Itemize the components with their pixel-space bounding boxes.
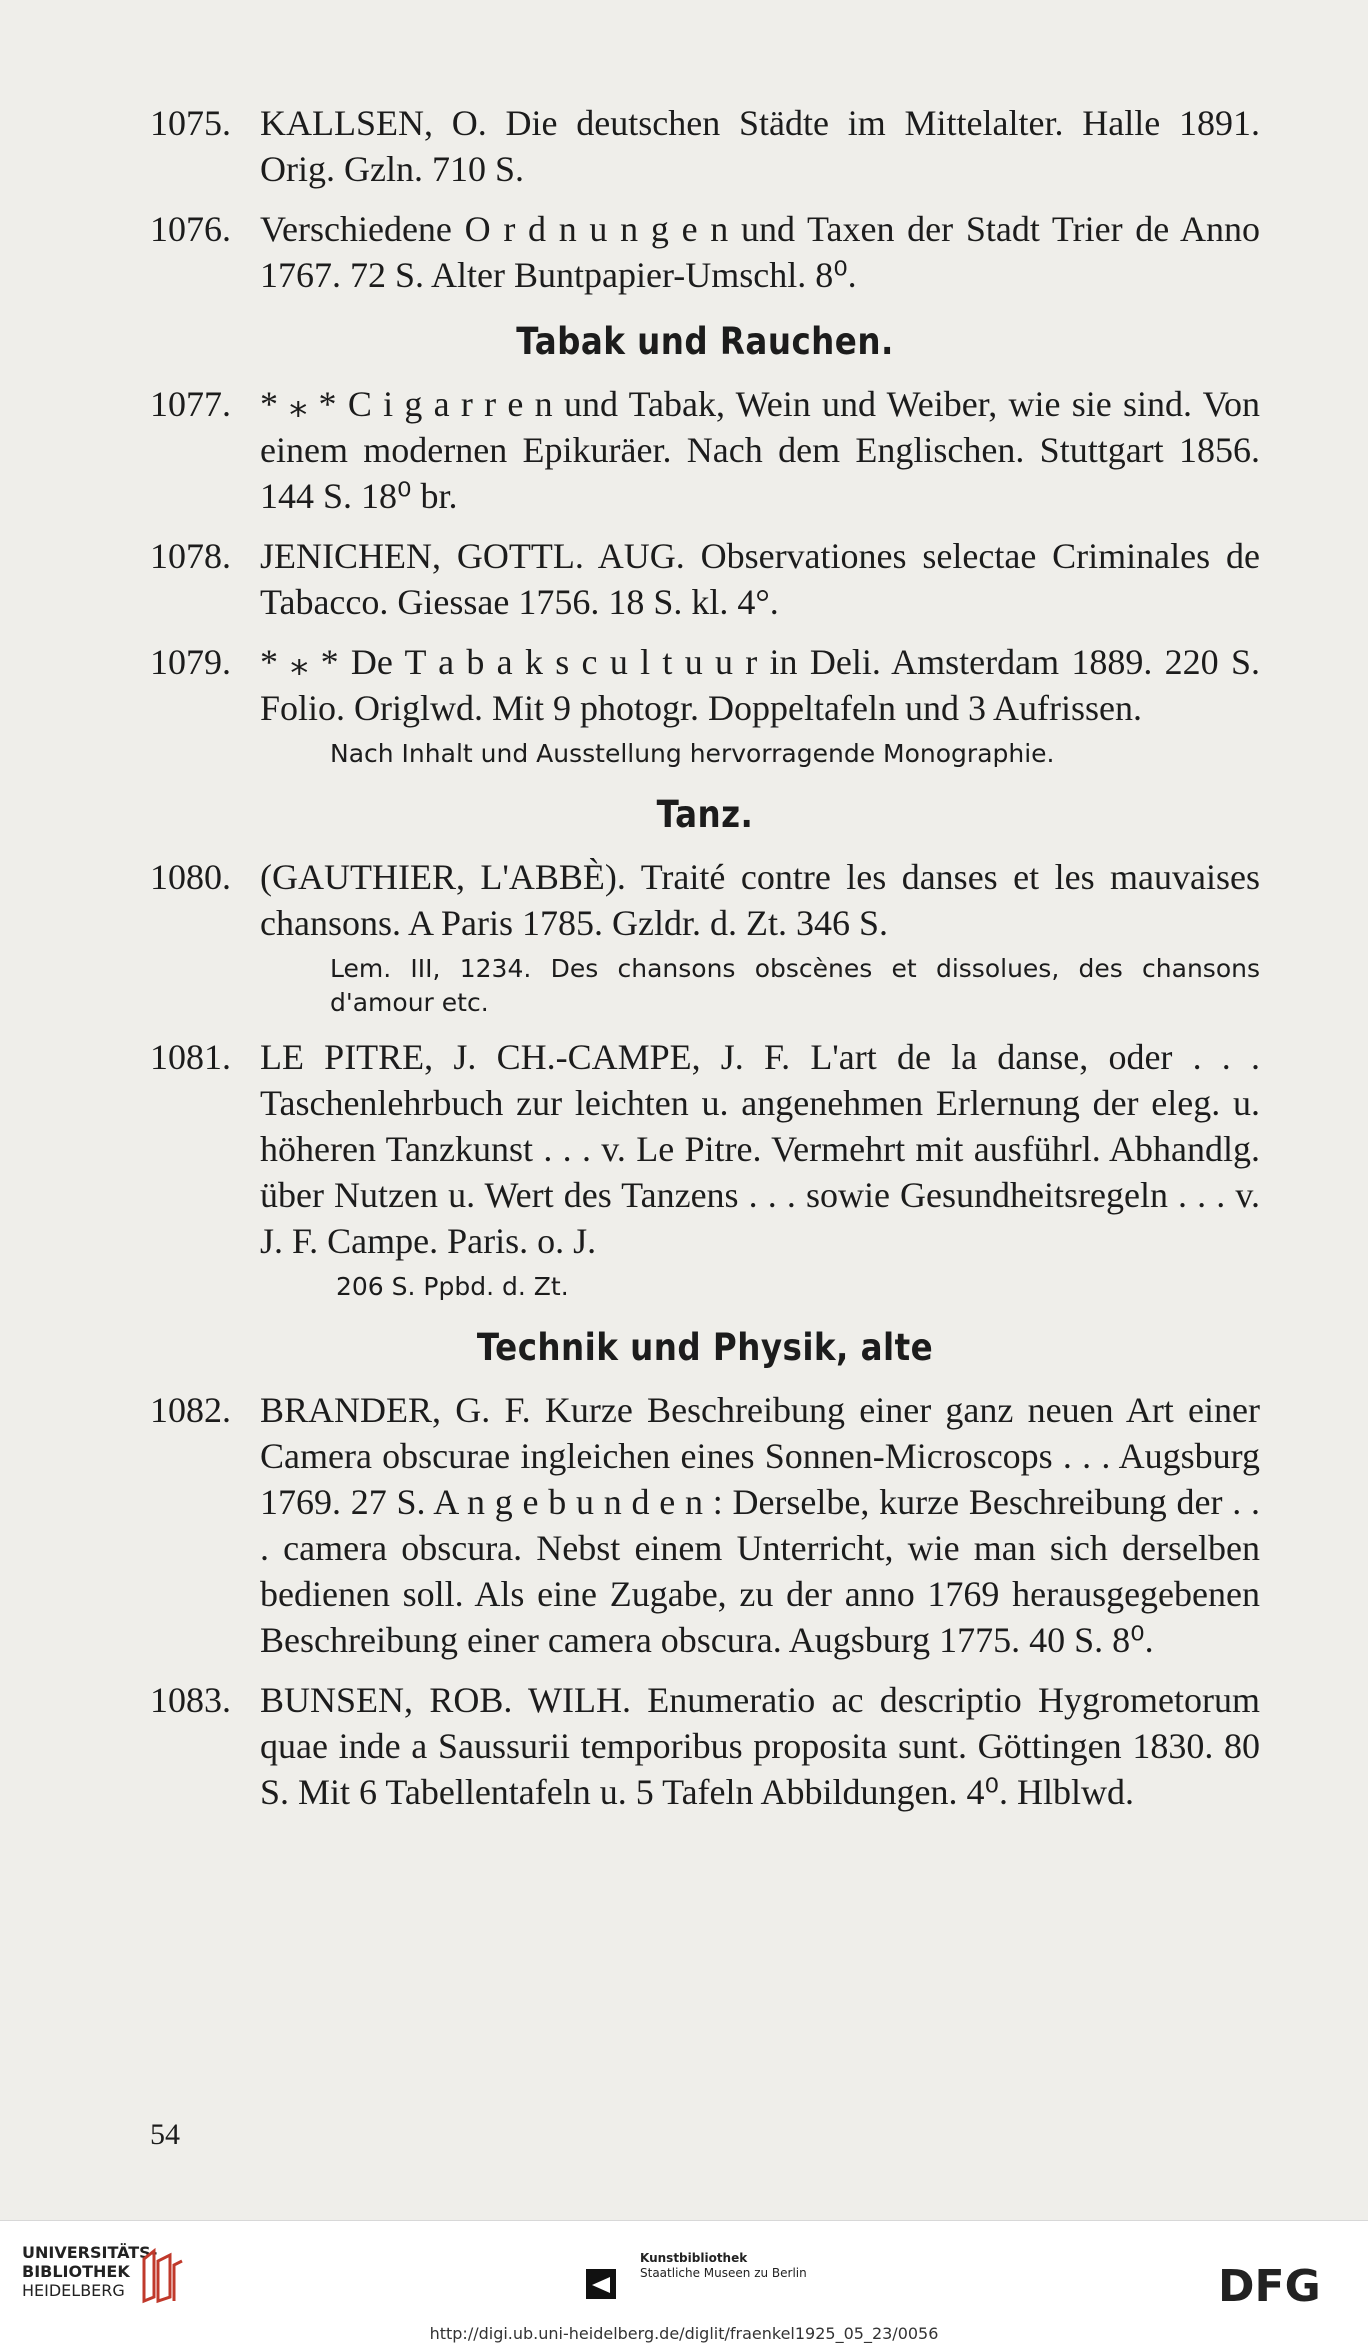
dfg-logo-text: DFG xyxy=(1218,2261,1321,2307)
entry-1080 xyxy=(150,854,1260,1020)
page-number: 54 xyxy=(150,2118,180,2151)
entry-note: Nach Inhalt und Ausstellung hervorragende Monographie. xyxy=(330,739,1055,768)
entry-1081 xyxy=(150,1034,1260,1304)
entry-1076 xyxy=(150,206,1260,298)
entry-number: 1079. xyxy=(150,642,231,682)
section-heading-tanz: Tanz. xyxy=(656,793,754,836)
kunstbibliothek-logo-icon xyxy=(582,2265,620,2303)
entry-1078 xyxy=(150,533,1260,625)
entry-number: 1078. xyxy=(150,536,231,576)
entry-1083 xyxy=(150,1677,1260,1815)
entry-number: 1083. xyxy=(150,1680,231,1720)
entry-number: 1075. xyxy=(150,103,231,143)
entry-number: 1080. xyxy=(150,857,231,897)
entry-text: BRANDER, G. F. Kurze Beschreibung einer ganz neuen Art einer Camera obscurae ingleichen eines Sonnen-Microscops . . . Augsburg 1769. 27 S. A n g e b u n d e n : Derselbe, kurze Beschreibung der . . . camera obscura. Nebst einem Unterricht, wie man sich derselben bedienen soll. Als eine Zugabe, zu der anno 1769 herausgegebenen Beschreibung einer camera obscura. Augsburg 1775. 40 S. 8⁰. xyxy=(260,1390,1260,1660)
ub-heidelberg-logo[interactable] xyxy=(22,2243,157,2300)
entry-text: * ⁎ * De T a b a k s c u l t u u r in Deli. Amsterdam 1889. 220 S. Folio. Origlwd. Mit 9 photogr. Doppeltafeln und 3 Aufrissen. xyxy=(260,642,1260,728)
entry-1075 xyxy=(150,100,1260,192)
entry-number: 1077. xyxy=(150,384,231,424)
kunstbibliothek-label[interactable] xyxy=(640,2251,807,2281)
entry-1077 xyxy=(150,381,1260,519)
section-heading-technik: Technik und Physik, alte xyxy=(476,1326,934,1369)
entry-text: KALLSEN, O. Die deutschen Städte im Mittelalter. Halle 1891. Orig. Gzln. 710 S. xyxy=(260,103,1260,189)
ub-logo-line: UNIVERSITÄTS- xyxy=(22,2243,158,2262)
entry-text: LE PITRE, J. CH.-CAMPE, J. F. L'art de la danse, oder . . . Taschenlehrbuch zur leichten u. angenehmen Erlernung der eleg. u. höheren Tanzkunst . . . v. Le Pitre. Vermehrt mit ausführl. Abhandlg. über Nutzen u. Wert des Tanzens . . . sowie Gesundheitsregeln . . . v. J. F. Campe. Paris. o. J. xyxy=(260,1037,1260,1261)
ub-emblem-icon xyxy=(140,2247,184,2305)
source-url[interactable]: http://digi.ub.uni-heidelberg.de/diglit/fraenkel1925_05_23/0056 xyxy=(429,2324,939,2343)
kb-line: Kunstbibliothek xyxy=(640,2251,748,2265)
entry-1082 xyxy=(150,1387,1260,1663)
entry-text: (GAUTHIER, L'ABBÈ). Traité contre les danses et les mauvaises chansons. A Paris 1785. Gzldr. d. Zt. 346 S. xyxy=(260,857,1260,943)
entry-number: 1082. xyxy=(150,1390,231,1430)
ub-logo-line: BIBLIOTHEK xyxy=(22,2262,130,2281)
ub-logo-line: HEIDELBERG xyxy=(22,2281,125,2300)
entry-text: * ⁎ * C i g a r r e n und Tabak, Wein und Weiber, wie sie sind. Von einem modernen Epikuräer. Nach dem Englischen. Stuttgart 1856. 144 S. 18⁰ br. xyxy=(260,384,1260,516)
dfg-logo[interactable] xyxy=(1218,2261,1348,2307)
entry-text: BUNSEN, ROB. WILH. Enumeratio ac descriptio Hygrometorum quae inde a Saussurii temporibus proposita sunt. Göttingen 1830. 80 S. Mit 6 Tabellentafeln u. 5 Tafeln Abbildungen. 4⁰. Hlblwd. xyxy=(260,1680,1260,1812)
entry-note: Lem. III, 1234. Des chansons obscènes et dissolues, des chansons d'amour etc. xyxy=(330,954,1260,1017)
entry-number: 1081. xyxy=(150,1037,231,1077)
entry-number: 1076. xyxy=(150,209,231,249)
entry-text: Verschiedene O r d n u n g e n und Taxen der Stadt Trier de Anno 1767. 72 S. Alter Buntpapier-Umschl. 8⁰. xyxy=(260,209,1260,295)
kb-line: Staatliche Museen zu Berlin xyxy=(640,2266,807,2280)
entry-text: JENICHEN, GOTTL. AUG. Observationes selectae Criminales de Tabacco. Giessae 1756. 18 S. kl. 4°. xyxy=(260,536,1260,622)
entry-1079 xyxy=(150,639,1260,771)
entry-note: 206 S. Ppbd. d. Zt. xyxy=(336,1272,569,1301)
section-heading-tabak: Tabak und Rauchen. xyxy=(516,320,894,363)
entries-column xyxy=(150,100,1260,1829)
